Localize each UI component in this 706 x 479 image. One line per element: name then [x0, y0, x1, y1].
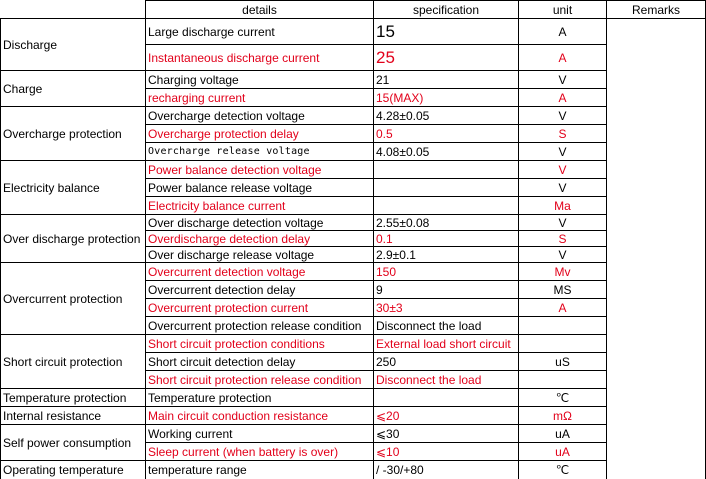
- spec-cell: [374, 179, 519, 197]
- header-category-cell: [1, 1, 146, 19]
- detail-cell: Overcharge release voltage: [146, 143, 374, 161]
- unit-cell: A: [519, 89, 607, 107]
- header-remarks: Remarks: [607, 1, 706, 19]
- unit-cell: mΩ: [519, 407, 607, 425]
- spec-cell: 150: [374, 263, 519, 281]
- table-row: [1, 161, 706, 179]
- category-temperature: Temperature protection: [1, 389, 146, 407]
- unit-cell: V: [519, 107, 607, 125]
- remarks-column: [607, 19, 706, 479]
- detail-cell: Short circuit protection conditions: [146, 335, 374, 353]
- category-balance: Electricity balance: [1, 161, 146, 215]
- unit-cell: uS: [519, 353, 607, 371]
- spec-cell: / -30/+80: [374, 461, 519, 479]
- detail-cell: Working current: [146, 425, 374, 443]
- table-row: [1, 425, 706, 443]
- spec-cell: [374, 389, 519, 407]
- table-row: [1, 461, 706, 479]
- unit-cell: A: [519, 45, 607, 71]
- spec-cell: 30±3: [374, 299, 519, 317]
- spec-cell: 250: [374, 353, 519, 371]
- detail-cell: Overcurrent detection voltage: [146, 263, 374, 281]
- table-row: [1, 107, 706, 125]
- spec-cell: 4.28±0.05: [374, 107, 519, 125]
- detail-cell: Instantaneous discharge current: [146, 45, 374, 71]
- table-row: [1, 335, 706, 353]
- detail-cell: Power balance release voltage: [146, 179, 374, 197]
- unit-cell: V: [519, 179, 607, 197]
- spec-cell: 4.08±0.05: [374, 143, 519, 161]
- category-overcharge: Overcharge protection: [1, 107, 146, 161]
- unit-cell: A: [519, 299, 607, 317]
- detail-cell: Overdischarge detection delay: [146, 231, 374, 247]
- unit-cell: ℃: [519, 461, 607, 479]
- detail-cell: Overcurrent protection current: [146, 299, 374, 317]
- unit-cell: [519, 335, 607, 353]
- detail-cell: Overcurrent protection release condition: [146, 317, 374, 335]
- table-row: [1, 407, 706, 425]
- header-details: details: [146, 1, 374, 19]
- spec-cell: 2.9±0.1: [374, 247, 519, 263]
- category-short-circuit: Short circuit protection: [1, 335, 146, 389]
- spec-cell: ⩽20: [374, 407, 519, 425]
- spec-cell: 21: [374, 71, 519, 89]
- detail-cell: Large discharge current: [146, 19, 374, 45]
- detail-cell: Over discharge release voltage: [146, 247, 374, 263]
- category-charge: Charge: [1, 71, 146, 107]
- detail-cell: Overcharge protection delay: [146, 125, 374, 143]
- spec-cell: 25: [374, 45, 519, 71]
- table-row: [1, 263, 706, 281]
- header-row: [1, 1, 706, 19]
- spec-cell: 0.1: [374, 231, 519, 247]
- header-unit: unit: [519, 1, 607, 19]
- detail-cell: Overcurrent detection delay: [146, 281, 374, 299]
- category-self-power: Self power consumption: [1, 425, 146, 461]
- header-specification: specification: [374, 1, 519, 19]
- detail-cell: temperature range: [146, 461, 374, 479]
- spec-cell: 0.5: [374, 125, 519, 143]
- category-overdischarge: Over discharge protection: [1, 215, 146, 263]
- detail-cell: Overcharge detection voltage: [146, 107, 374, 125]
- spec-cell: External load short circuit: [374, 335, 519, 353]
- unit-cell: uA: [519, 425, 607, 443]
- unit-cell: Mv: [519, 263, 607, 281]
- spec-cell: Disconnect the load: [374, 317, 519, 335]
- unit-cell: V: [519, 215, 607, 231]
- detail-cell: Sleep current (when battery is over): [146, 443, 374, 461]
- unit-cell: [519, 317, 607, 335]
- unit-cell: ℃: [519, 389, 607, 407]
- detail-cell: Charging voltage: [146, 71, 374, 89]
- unit-cell: [519, 371, 607, 389]
- spec-cell: 15: [374, 19, 519, 45]
- category-overcurrent: Overcurrent protection: [1, 263, 146, 335]
- spec-cell: Disconnect the load: [374, 371, 519, 389]
- spec-cell: 9: [374, 281, 519, 299]
- table-row: [1, 215, 706, 231]
- detail-cell: Power balance detection voltage: [146, 161, 374, 179]
- category-internal-resistance: Internal resistance: [1, 407, 146, 425]
- table-row: [1, 389, 706, 407]
- detail-cell: recharging current: [146, 89, 374, 107]
- detail-cell: Electricity balance current: [146, 197, 374, 215]
- unit-cell: S: [519, 231, 607, 247]
- category-discharge: Discharge: [1, 19, 146, 71]
- spec-cell: [374, 197, 519, 215]
- unit-cell: V: [519, 71, 607, 89]
- detail-cell: Main circuit conduction resistance: [146, 407, 374, 425]
- spec-cell: 15(MAX): [374, 89, 519, 107]
- detail-cell: Short circuit detection delay: [146, 353, 374, 371]
- spec-cell: ⩽10: [374, 443, 519, 461]
- spec-cell: ⩽30: [374, 425, 519, 443]
- spec-cell: [374, 161, 519, 179]
- category-operating-temperature: Operating temperature: [1, 461, 146, 479]
- table-row: [1, 71, 706, 89]
- unit-cell: S: [519, 125, 607, 143]
- unit-cell: MS: [519, 281, 607, 299]
- unit-cell: V: [519, 161, 607, 179]
- spec-cell: 2.55±0.08: [374, 215, 519, 231]
- unit-cell: V: [519, 143, 607, 161]
- table-row: [1, 19, 706, 45]
- unit-cell: V: [519, 247, 607, 263]
- unit-cell: Ma: [519, 197, 607, 215]
- detail-cell: Over discharge detection voltage: [146, 215, 374, 231]
- unit-cell: uA: [519, 443, 607, 461]
- detail-cell: Short circuit protection release condition: [146, 371, 374, 389]
- detail-cell: Temperature protection: [146, 389, 374, 407]
- unit-cell: A: [519, 19, 607, 45]
